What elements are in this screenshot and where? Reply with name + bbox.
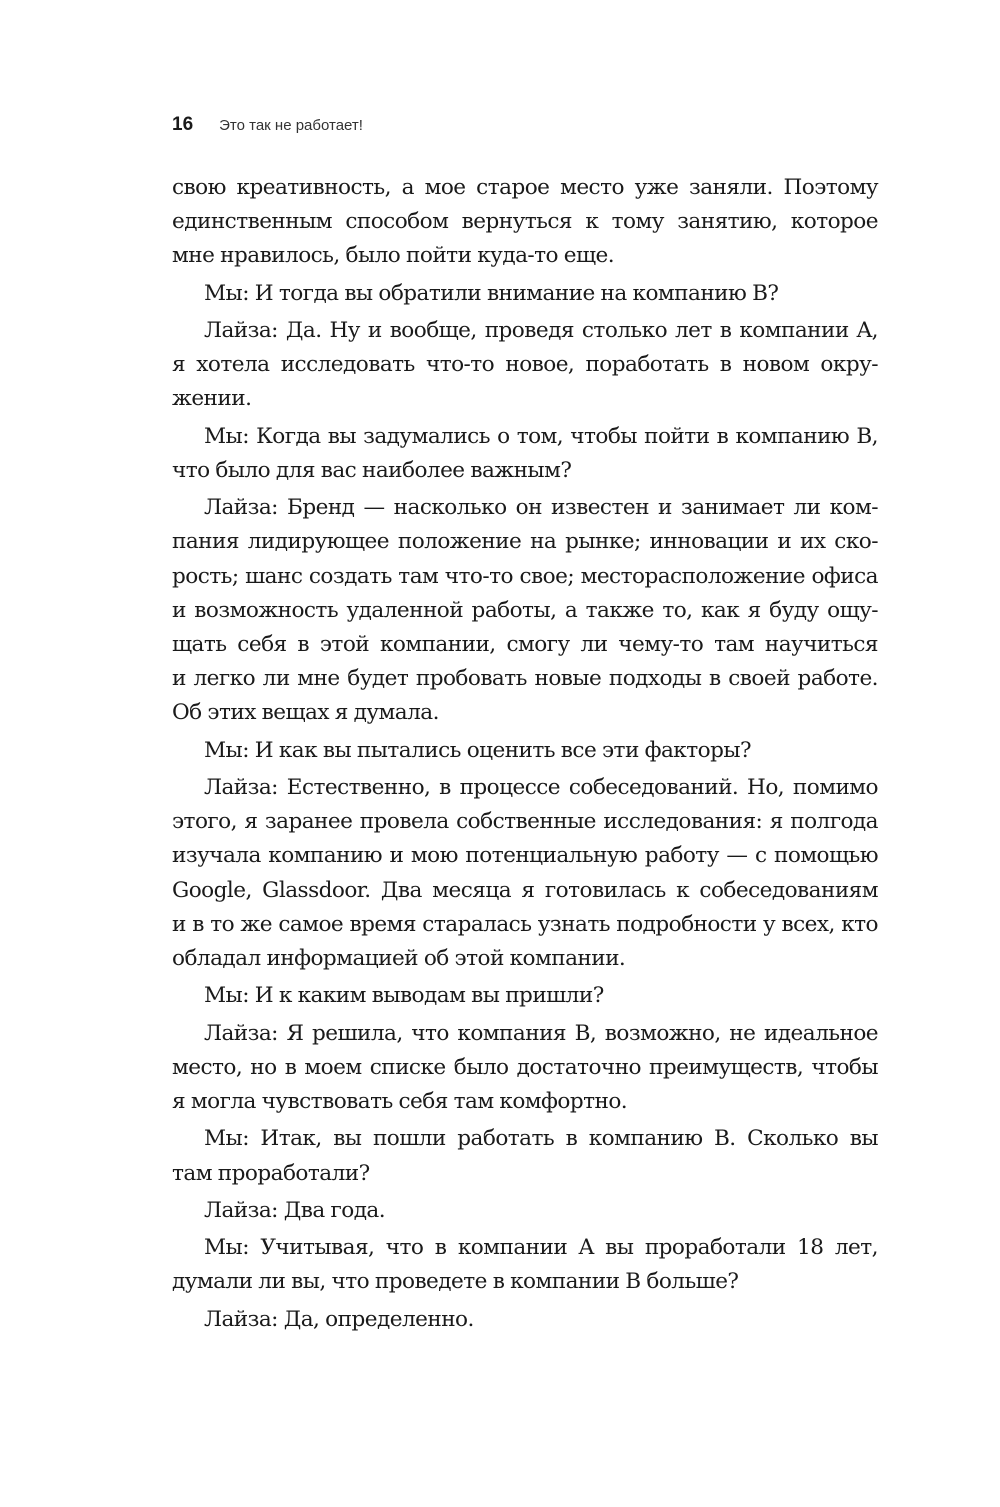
text-line: я могла чувствовать себя там комфортно. <box>172 1089 628 1115</box>
text-line: я хотела исследовать что-то новое, поработать в новом окру- <box>172 352 878 378</box>
text-line: Мы: Итак, вы пошли работать в компанию B. Сколько вы <box>204 1126 878 1152</box>
text-line: Мы: И тогда вы обратили внимание на компанию B? <box>204 280 779 306</box>
text-line: Лайза: Два года. <box>204 1197 386 1223</box>
text-line: и легко ли мне будет пробовать новые подходы в своей работе. <box>172 666 878 692</box>
text-line: Google, Glassdoor. Два месяца я готовилась к собеседованиям <box>172 877 878 903</box>
text-line: единственным способом вернуться к тому занятию, которое <box>172 209 878 235</box>
text-line: рость; шанс создать там что-то свое; месторасположение офиса <box>172 563 878 589</box>
text-line: Мы: Учитывая, что в компании A вы проработали 18 лет, <box>204 1235 878 1261</box>
body-text <box>172 171 878 1337</box>
text-line: Мы: Когда вы задумались о том, чтобы пойти в компанию B, <box>204 423 878 449</box>
running-head <box>172 114 363 136</box>
text-line: изучала компанию и мою потенциальную работу — с помощью <box>172 843 878 869</box>
running-title: Это так не работает! <box>219 117 363 134</box>
text-line: Лайза: Да, определенно. <box>204 1306 474 1332</box>
text-line: думали ли вы, что проведете в компании B больше? <box>172 1269 739 1295</box>
text-line: щать себя в этой компании, смогу ли чему-то там научиться <box>172 632 878 658</box>
text-line: мне нравилось, было пойти куда-то еще. <box>172 243 615 269</box>
text-line: и возможность удаленной работы, а также то, как я буду ощу- <box>172 597 878 623</box>
text-line: там проработали? <box>172 1160 370 1186</box>
page-number: 16 <box>172 114 194 135</box>
text-line: место, но в моем списке было достаточно преимуществ, чтобы <box>172 1054 878 1080</box>
text-line: Лайза: Я решила, что компания B, возможно, не идеальное <box>204 1020 878 1046</box>
text-line: Лайза: Да. Ну и вообще, проведя столько лет в компании A, <box>204 318 878 343</box>
text-line: Мы: И как вы пытались оценить все эти факторы? <box>204 737 752 763</box>
text-line: обладал информацией об этой компании. <box>172 946 626 972</box>
text-line: что было для вас наиболее важным? <box>172 457 572 483</box>
text-line: пания лидирующее положение на рынке; инновации и их ско- <box>172 529 878 555</box>
text-line: и в то же самое время старалась узнать подробности у всех, кто <box>172 911 878 937</box>
text-line: жении. <box>172 386 252 412</box>
text-line: Лайза: Бренд — насколько он известен и занимает ли ком- <box>204 495 878 521</box>
text-line: свою креативность, а мое старое место уже заняли. Поэтому <box>172 175 878 200</box>
text-line: Лайза: Естественно, в процессе собеседований. Но, помимо <box>204 775 878 801</box>
text-line: Мы: И к каким выводам вы пришли? <box>204 983 604 1009</box>
text-line: этого, я заранее провела собственные исследования: я полгода <box>172 809 878 835</box>
text-line: Об этих вещах я думала. <box>172 700 439 726</box>
